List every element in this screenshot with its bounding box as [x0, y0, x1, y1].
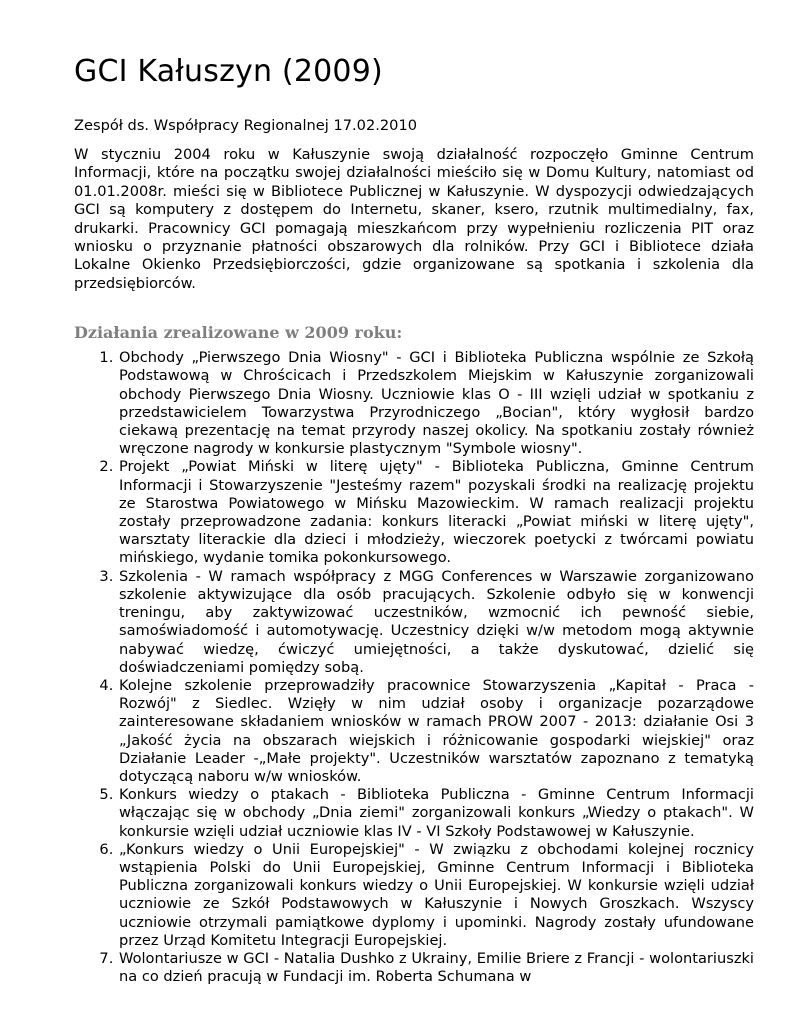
list-item: 6. „Konkurs wiedzy o Unii Europejskiej" - W związku z obchodami kolejnej rocznicy wstąpienia Polski do Unii Europejskiej, Gminne Centrum Informacji i Biblioteka Publiczna zorganizowali konkurs wiedzy o Unii Europejskiej. W konkursie wzięli udział uczniowie ze Szkół Podstawowych w Kałuszynie i Nowych Groszkach. Wszyscy uczniowie otrzymali pamiątkowe dyplomy i upominki. Nagrody zostały ufundowane przez Urząd Komitetu Integracji Europejskiej.: [118, 841, 754, 950]
section-heading: Działania zrealizowane w 2009 roku:: [74, 323, 403, 343]
list-item: 7. Wolontariusze w GCI - Natalia Dushko z Ukrainy, Emilie Briere z Francji - wolontariuszki na co dzień pracują w Fundacji im. Roberta Schumana w: [118, 950, 754, 986]
list-item: 5. Konkurs wiedzy o ptakach - Biblioteka Publiczna - Gminne Centrum Informacji włączając się w obchody „Dnia ziemi" zorganizowali konkurs „Wiedzy o ptakach". W konkursie wzięli udział uczniowie klas IV - VI Szkoły Podstawowej w Kałuszynie.: [118, 786, 754, 841]
list-item: 1. Obchody „Pierwszego Dnia Wiosny" - GCI i Biblioteka Publiczna wspólnie ze Szkołą Podstawową w Chrościcach i Przedszkolem Miejskim w Kałuszynie zorganizowali obchody Pierwszego Dnia Wiosny. Uczniowie klas O - III wzięli udział w spotkaniu z przedstawicielem Towarzystwa Przyrodniczego „Bocian", który wygłosił bardzo ciekawą prezentację na temat przyrody naszej okolicy. Na spotkaniu zostały również wręczone nagrody w konkursie plastycznym "Symbole wiosny".: [118, 349, 754, 458]
list-item: 2. Projekt „Powiat Miński w literę ujęty" - Biblioteka Publiczna, Gminne Centrum Informacji i Stowarzyszenie "Jesteśmy razem" pozyskali środki na realizację projektu ze Starostwa Powiatowego w Mińsku Mazowieckim. W ramach realizacji projektu zostały przeprowadzone zadania: konkurs literacki „Powiat miński w literę ujęty", warsztaty literackie dla dzieci i młodzieży, wieczorek poetycki z twórcami powiatu mińskiego, wydanie tomika pokonkursowego.: [118, 458, 754, 567]
list-item: 4. Kolejne szkolenie przeprowadziły pracownice Stowarzyszenia „Kapitał - Praca - Rozwój" z Siedlec. Wzięły w nim udział osoby i organizacje pozarządowe zainteresowane składaniem wniosków w ramach PROW 2007 - 2013: działanie Osi 3 „Jakość życia na obszarach wiejskich i różnicowanie gospodarki wiejskiej" oraz Działanie Leader -„Małe projekty". Uczestników warsztatów zapoznano z tematyką dotyczącą naboru w/w wniosków.: [118, 677, 754, 786]
activities-list: [74, 349, 754, 986]
list-item: 3. Szkolenia - W ramach współpracy z MGG Conferences w Warszawie zorganizowano szkolenie aktywizujące dla osób pracujących. Szkolenie odbyło się w konwencji treningu, aby zaktywizować uczestników, wzmocnić ich pewność siebie, samoświadomość i automotywację. Uczestnicy dzięki w/w metodom mogą aktywnie nabywać wiedzę, ćwiczyć umiejętności, a także dyskutować, dzielić się doświadczeniami pomiędzy sobą.: [118, 568, 754, 677]
page-subtitle: Zespół ds. Współpracy Regionalnej 17.02.2010: [74, 117, 418, 134]
page-title: GCI Kałuszyn (2009): [74, 54, 383, 89]
document-page: [74, 40, 754, 986]
intro-paragraph: W styczniu 2004 roku w Kałuszynie swoją działalność rozpoczęło Gminne Centrum Informacji, które na początku swojej działalności mieściło się w Domu Kultury, natomiast od 01.01.2008r. mieści się w Bibliotece Publicznej w Kałuszynie. W dyspozycji odwiedzających GCI są komputery z dostępem do Internetu, skaner, ksero, rzutnik multimedialny, fax, drukarki. Pracownicy GCI pomagają mieszkańcom przy wypełnieniu rozliczenia PIT oraz wniosku o przyznanie płatności obszarowych dla rolników. Przy GCI i Bibliotece działa Lokalne Okienko Przedsiębiorczości, gdzie organizowane są spotkania i szkolenia dla przedsiębiorców.: [74, 146, 754, 292]
